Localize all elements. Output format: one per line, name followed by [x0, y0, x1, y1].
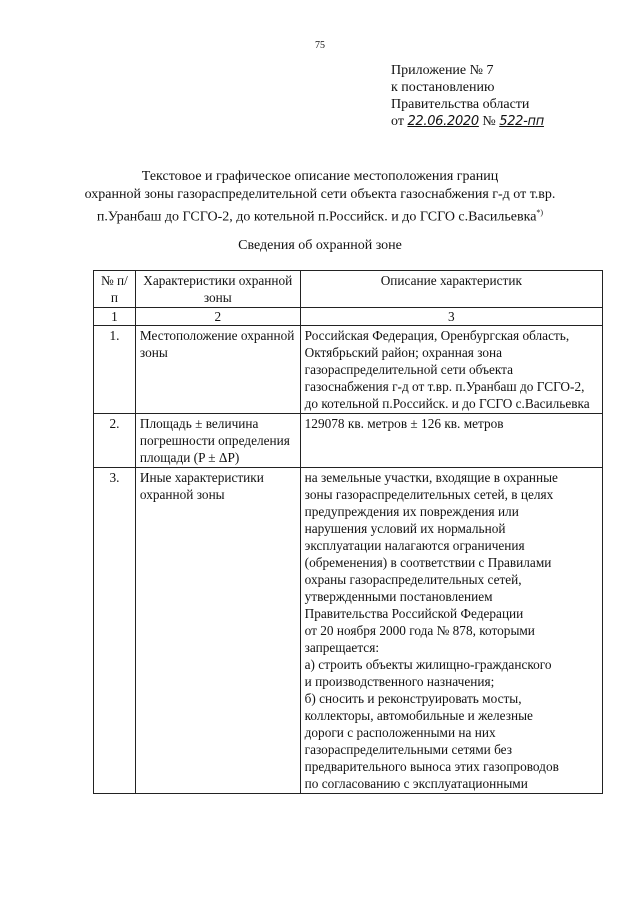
appendix-date-line [391, 113, 544, 130]
date-value: 22.06.2020 [407, 114, 479, 129]
title-line-3 [40, 204, 600, 227]
description-line: дороги с расположенными на них [304, 725, 496, 740]
document-title [40, 168, 600, 227]
row-description: Российская Федерация, Оренбургская область, Октябрьский район; охранная зона газораспределительной сети объекта газоснабжения г-д от т.вр. п.Уранбаш до ГСГО-2, до котельной п.Российск. и до ГСГО с.Васильевка [300, 326, 602, 414]
description-line: нарушения условий их нормальной [304, 521, 506, 536]
table-row [94, 326, 603, 414]
description-line: Правительства Российской Федерации [304, 606, 524, 621]
header-description: Описание характеристик [300, 271, 602, 308]
number-value: 522-пп [499, 114, 544, 129]
page-number: 75 [315, 40, 325, 51]
description-line: эксплуатации налагаются ограничения [304, 538, 525, 553]
title-line-1: Текстовое и графическое описание местоположения границ [141, 169, 499, 184]
title-line-3-text: п.Уранбаш до ГСГО-2, до котельной п.Российск. и до ГСГО с.Васильевка [96, 209, 537, 225]
description-line: охраны газораспределительных сетей, [304, 572, 522, 587]
index-cell: 1 [94, 308, 136, 326]
title-footnote-mark: *) [536, 208, 544, 217]
section-subtitle: Сведения об охранной зоне [238, 238, 402, 253]
description-line: (обременения) в соответствии с Правилами [304, 555, 552, 570]
description-line: от 20 ноября 2000 года № 878, которыми [304, 623, 535, 638]
table-row [94, 468, 603, 794]
row-description: 129078 кв. метров ± 126 кв. метров [300, 414, 602, 468]
appendix-block [391, 62, 544, 130]
description-line: предупреждения их повреждения или [304, 504, 519, 519]
table-row [94, 414, 603, 468]
description-line: газораспределительными сетями без [304, 742, 512, 757]
description-line: предварительного выноса этих газопроводов [304, 759, 559, 774]
table-header-row [94, 271, 603, 308]
description-line: б) сносить и реконструировать мосты, [304, 691, 522, 706]
table-index-row [94, 308, 603, 326]
row-number: 3. [94, 468, 136, 794]
row-number: 1. [94, 326, 136, 414]
description-line: по согласованию с эксплуатационными [304, 776, 528, 791]
description-line: запрещается: [304, 640, 380, 655]
description-line: коллекторы, автомобильные и железные [304, 708, 533, 723]
title-line-2: охранной зоны газораспределительной сети объекта газоснабжения г-д от т.вр. [84, 187, 556, 202]
description-line: зоны газораспределительных сетей, в целях [304, 487, 554, 502]
row-characteristic: Площадь ± величина погрешности определения площади (P ± ΔP) [135, 414, 300, 468]
description-line: а) строить объекты жилищно-гражданского [304, 657, 552, 672]
header-number: № п/п [94, 271, 136, 308]
date-prefix: от [391, 114, 404, 129]
description-line: и производственного назначения; [304, 674, 495, 689]
index-cell: 2 [135, 308, 300, 326]
appendix-line-2: к постановлению [391, 80, 495, 95]
index-cell: 3 [300, 308, 602, 326]
row-characteristic: Местоположение охранной зоны [135, 326, 300, 414]
row-characteristic: Иные характеристики охранной зоны [135, 468, 300, 794]
appendix-line-1: Приложение № 7 [391, 63, 494, 78]
row-number: 2. [94, 414, 136, 468]
row-description [300, 468, 602, 794]
zone-info-table [93, 270, 603, 794]
description-line: утвержденными постановлением [304, 589, 493, 604]
number-prefix: № [482, 114, 496, 129]
description-line: на земельные участки, входящие в охранные [304, 470, 558, 485]
appendix-line-3: Правительства области [391, 97, 530, 112]
header-characteristic: Характеристики охранной зоны [135, 271, 300, 308]
